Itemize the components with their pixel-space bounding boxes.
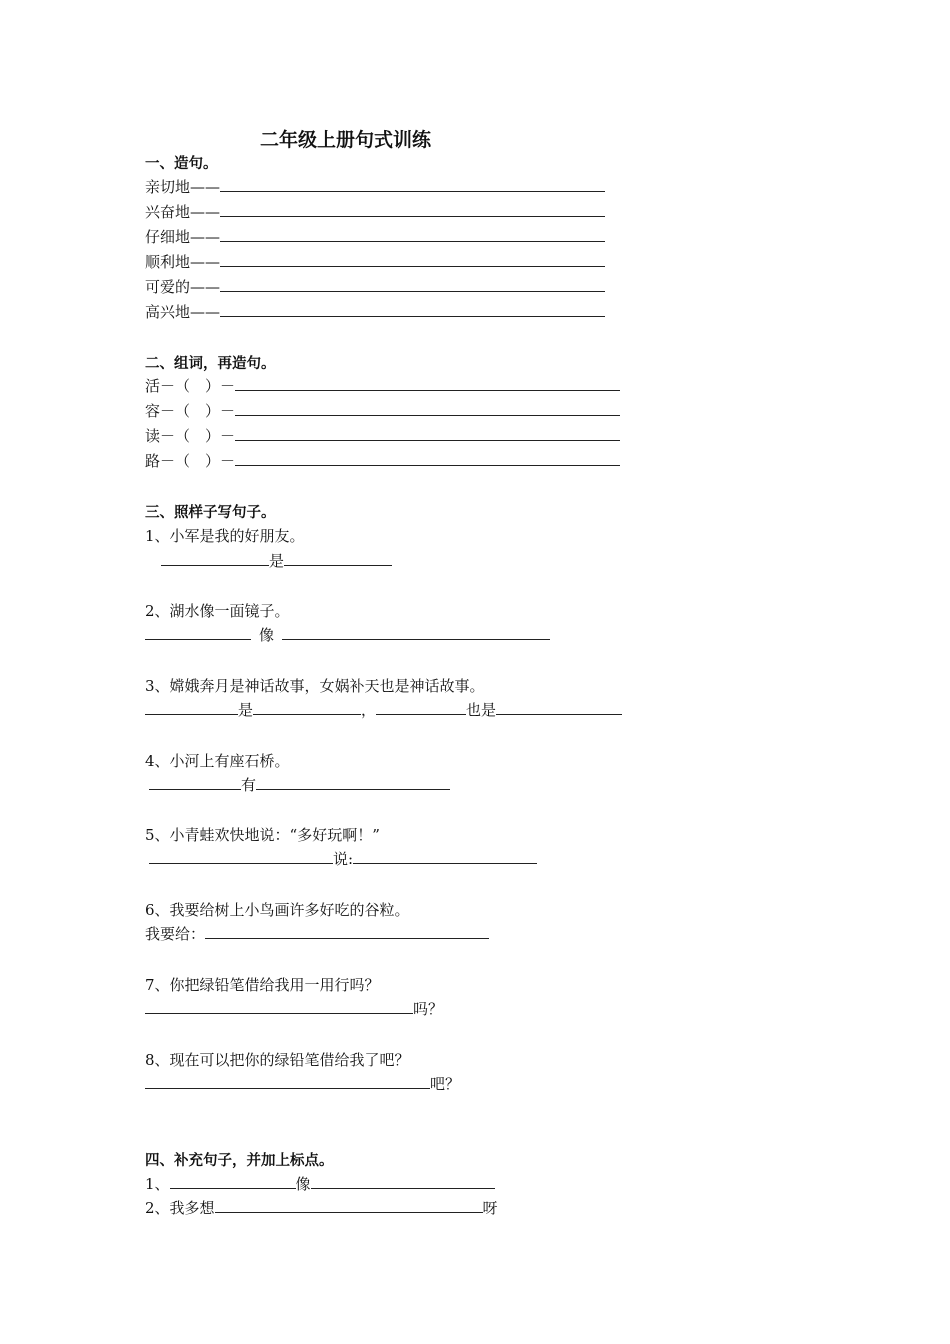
example-sentence: 7、你把绿铅笔借给我用一用行吗？ [145,976,380,994]
sentence-item [145,251,605,273]
answer-blank[interactable] [311,1173,495,1189]
tail-text: 吗？ [413,1000,444,1018]
answer-blank[interactable] [220,276,605,292]
char-prompt: 路－（ ）－ [145,452,236,470]
section-4-heading: 四、补充句子，并加上标点。 [145,1153,334,1169]
answer-blank[interactable] [284,550,392,566]
word-group-item [145,400,620,422]
answer-blank[interactable] [496,699,622,715]
sentence-item [145,201,605,223]
answer-blank[interactable] [145,998,413,1014]
answer-blank[interactable] [170,1173,296,1189]
connector-word: 有 [241,776,257,794]
connector-word: 是 [269,552,285,570]
answer-blank[interactable] [220,301,605,317]
word-group-item [145,375,620,397]
answer-blank[interactable] [220,251,605,267]
answer-blank[interactable] [145,624,251,640]
sentence-item [145,226,605,248]
word-prompt: 高兴地—— [145,303,221,321]
word-prompt: 仔细地—— [145,228,221,246]
connector-word: 像 [295,1175,311,1193]
answer-blank[interactable] [353,848,537,864]
answer-blank[interactable] [215,1197,483,1213]
answer-blank[interactable] [145,699,238,715]
answer-blank[interactable] [220,201,605,217]
answer-blank[interactable] [235,450,620,466]
item-number: 1、 [145,1175,170,1193]
tail-text: 吧？ [430,1075,461,1093]
char-prompt: 容－（ ）－ [145,402,236,420]
answer-blank[interactable] [235,425,620,441]
word-group-item [145,425,620,447]
answer-blank[interactable] [161,550,269,566]
answer-blank[interactable] [220,176,605,192]
comma: ， [361,701,377,719]
example-sentence: 6、我要给树上小鸟画许多好吃的谷粒。 [145,901,410,919]
connector-word: 是 [238,701,254,719]
section-3-heading: 三、照样子写句子。 [145,505,276,521]
word-prompt: 亲切地—— [145,178,221,196]
answer-line [145,1073,460,1095]
word-prompt: 可爱的—— [145,278,221,296]
answer-line [145,624,550,646]
lead-text: 我要给： [145,925,206,943]
word-prompt: 兴奋地—— [145,203,221,221]
answer-blank[interactable] [149,848,333,864]
answer-line [145,774,450,796]
section-1-heading: 一、造句。 [145,156,218,172]
lead-text: 2、我多想 [145,1199,215,1217]
answer-blank[interactable] [235,400,620,416]
answer-line [145,848,537,870]
example-sentence: 5、小青蛙欢快地说：“多好玩啊！” [145,826,380,844]
example-sentence: 3、嫦娥奔月是神话故事，女娲补天也是神话故事。 [145,677,485,695]
example-sentence: 1、小军是我的好朋友。 [145,527,305,545]
sentence-item [145,176,605,198]
answer-blank[interactable] [149,774,241,790]
page-title: 二年级上册句式训练 [260,129,432,151]
connector-word: 像 [259,626,275,644]
char-prompt: 读－（ ）－ [145,427,236,445]
tail-text: 呀 [482,1199,498,1217]
answer-blank[interactable] [205,923,489,939]
answer-blank[interactable] [220,226,605,242]
char-prompt: 活－（ ）－ [145,377,236,395]
example-sentence: 4、小河上有座石桥。 [145,752,290,770]
answer-blank[interactable] [235,375,620,391]
answer-line [145,1173,495,1195]
answer-line [145,550,392,572]
answer-line [145,1197,498,1219]
example-sentence: 8、现在可以把你的绿铅笔借给我了吧？ [145,1051,410,1069]
answer-line [145,998,443,1020]
sentence-item [145,276,605,298]
answer-blank[interactable] [256,774,450,790]
answer-blank[interactable] [376,699,466,715]
word-group-item [145,450,620,472]
answer-line [145,923,489,945]
sentence-item [145,301,605,323]
example-sentence: 2、湖水像一面镜子。 [145,602,290,620]
answer-blank[interactable] [253,699,361,715]
section-2-heading: 二、组词，再造句。 [145,356,276,372]
answer-blank[interactable] [282,624,550,640]
connector-word: 也是 [466,701,497,719]
answer-blank[interactable] [145,1073,430,1089]
word-prompt: 顺利地—— [145,253,221,271]
connector-word: 说: [333,850,354,868]
answer-line [145,699,622,721]
